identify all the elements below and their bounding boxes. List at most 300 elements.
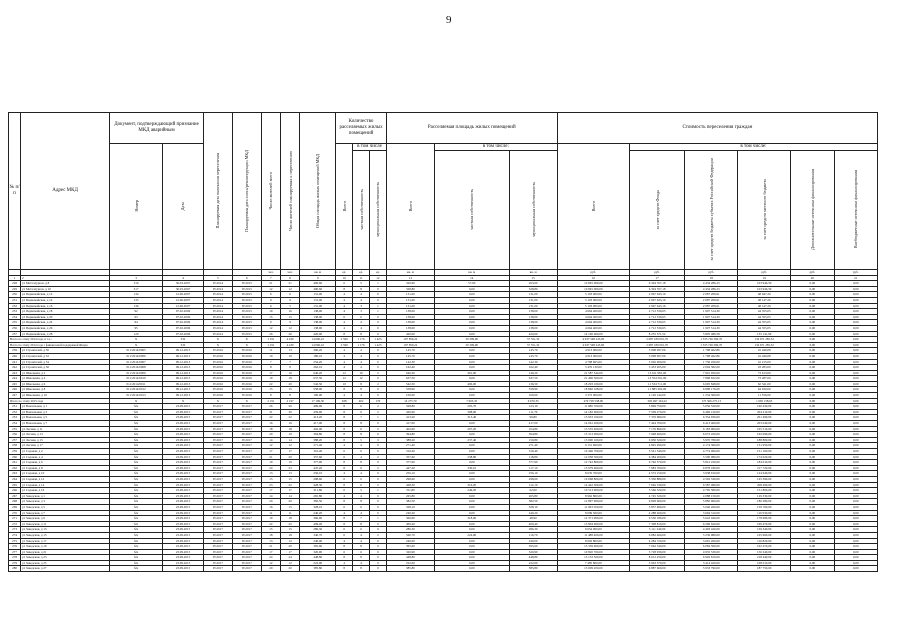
table-row-cell: IV.2017 bbox=[203, 555, 232, 561]
table-row-cell: 145 390,00 bbox=[738, 476, 791, 482]
table-row-cell: ул Первомайская, д 28 bbox=[21, 331, 110, 337]
table-row-cell: 6 bbox=[336, 504, 353, 510]
table-row-cell: 24 bbox=[280, 555, 299, 561]
table-row-cell: 253 bbox=[9, 415, 21, 421]
table-row-cell: 20 bbox=[261, 499, 280, 505]
table-row-cell: 0,00 bbox=[791, 421, 834, 427]
table-row-cell: 7 bbox=[353, 516, 370, 522]
table-row-cell: 6 587 480,00 bbox=[685, 482, 738, 488]
table-row-cell: 188 800,00 bbox=[738, 437, 791, 443]
table-row-cell: 4 bbox=[353, 493, 370, 499]
table-row-cell: 6 304 767,18 bbox=[629, 281, 684, 287]
table-row-cell: 011/2014/0005 bbox=[110, 348, 163, 354]
table-row-cell: IV.2017 bbox=[203, 443, 232, 449]
header-planned-demolition: Планируемая дата сноса/реконструкции МКД bbox=[232, 113, 261, 270]
table-row-cell: 0,00 bbox=[834, 549, 878, 555]
table-row-cell: 0,00 bbox=[434, 566, 509, 572]
table-row-cell: 1 bbox=[369, 303, 386, 309]
table-row-cell: 6 bbox=[336, 281, 353, 287]
table-row-cell: 011/2014/0008 bbox=[110, 365, 163, 371]
table-row-cell: 6 bbox=[336, 527, 353, 533]
summary-cell: X bbox=[203, 342, 232, 348]
table-row-cell: 340,70 bbox=[300, 532, 336, 538]
table-row-cell: 5 500 080,00 bbox=[685, 454, 738, 460]
table-row-cell: 3 694 310,00 bbox=[685, 510, 738, 516]
column-number-row-cell: 18 bbox=[685, 275, 738, 281]
table-row-cell: 2 712 530,65 bbox=[629, 320, 684, 326]
table-row-cell: 8 012 250,00 bbox=[629, 555, 684, 561]
table-row-cell: 0,00 bbox=[434, 348, 509, 354]
summary-cell: 4 430 bbox=[280, 342, 299, 348]
table-row-cell: 388,20 bbox=[386, 437, 434, 443]
table-row-cell: 7 646 330,00 bbox=[629, 482, 684, 488]
table-row-cell: 3 691 260,00 bbox=[685, 538, 738, 544]
header-fund: за счет средств Фонда bbox=[629, 151, 684, 270]
table-row-cell: 2 967 643,16 bbox=[629, 292, 684, 298]
table-row-cell: 178 680,00 bbox=[738, 516, 791, 522]
table-row-cell: 377,90 bbox=[386, 460, 434, 466]
table-row-cell: 0 bbox=[369, 353, 386, 359]
table-row-cell: 138,00 bbox=[300, 325, 336, 331]
table-row-cell: 95 bbox=[110, 325, 163, 331]
table-row-cell: 8 bbox=[353, 286, 370, 292]
table-row-cell: 263,00 bbox=[509, 281, 557, 287]
table-row-cell: 18 293 100,00 bbox=[557, 381, 629, 387]
table-row-cell: 0,00 bbox=[791, 426, 834, 432]
table-row-cell: 23.09.2015 bbox=[163, 504, 204, 510]
table-row-cell: 13 554 561,00 bbox=[629, 376, 684, 382]
table-row-cell: IV.2016 bbox=[203, 365, 232, 371]
table-row-cell: 420,00 bbox=[509, 331, 557, 337]
header-rooms-municipal: муниципальная собственность bbox=[369, 151, 386, 270]
table-row-cell: 0,00 bbox=[791, 544, 834, 550]
summary-cell: 2 687 189 091,70 bbox=[629, 342, 684, 348]
table-row-cell: 5 bbox=[353, 437, 370, 443]
table-row-cell: 4 bbox=[353, 454, 370, 460]
table-row-cell: 5 046 260,00 bbox=[685, 504, 738, 510]
table-row-cell: IV.2017 bbox=[203, 409, 232, 415]
table-row-cell: 8 099 500,00 bbox=[557, 510, 629, 516]
table-row-cell: 8 bbox=[353, 381, 370, 387]
table-row-cell: 44 355,05 bbox=[738, 314, 791, 320]
table-row-cell: 12.06.2007 bbox=[163, 292, 204, 298]
table-row-cell: ул Вокзальная, д 7 bbox=[21, 421, 110, 427]
table-row-cell: 231 bbox=[9, 297, 21, 303]
table-row-cell: 1 907 514,30 bbox=[685, 320, 738, 326]
table-row-cell: 0,00 bbox=[834, 432, 878, 438]
table-row-cell: 2 bbox=[369, 409, 386, 415]
table-row-cell: 8 bbox=[261, 393, 280, 399]
table-row-cell: 7 bbox=[353, 415, 370, 421]
table-row-cell: ул Садовая, д 10 bbox=[21, 471, 110, 477]
table-row-cell: 428,30 bbox=[386, 482, 434, 488]
table-row-cell: 4 284 720,00 bbox=[629, 538, 684, 544]
table-row-cell: 6 bbox=[336, 454, 353, 460]
table-row-cell: 10 466 700,00 bbox=[557, 449, 629, 455]
summary-cell: 638 bbox=[336, 398, 353, 404]
table-row-cell: 0,00 bbox=[834, 303, 878, 309]
table-row-cell: 420,60 bbox=[386, 409, 434, 415]
header-row-1 bbox=[9, 113, 878, 144]
table-row-cell: 238,80 bbox=[434, 454, 509, 460]
table-row-cell: 7 176 890,00 bbox=[629, 426, 684, 432]
table-row-cell: 138,00 bbox=[386, 314, 434, 320]
summary-cell: 332 bbox=[163, 337, 204, 343]
summary-cell: 2 191 bbox=[261, 398, 280, 404]
table-row-cell: 16 bbox=[280, 421, 299, 427]
table-row-cell: 62 541,00 bbox=[738, 381, 791, 387]
table-row-cell: 07.02.2006 bbox=[163, 309, 204, 315]
table-row-cell: 4 bbox=[336, 348, 353, 354]
table-row-cell: IV.2014 bbox=[203, 286, 232, 292]
table-row-cell: 11 086 700,00 bbox=[557, 404, 629, 410]
header-extra-sources: Дополнительные источники финансирования bbox=[791, 151, 834, 270]
table-row-cell: 7 062 540,00 bbox=[629, 544, 684, 550]
table-row-cell: 5 056 520,00 bbox=[685, 404, 738, 410]
table-row-cell: 448,80 bbox=[300, 555, 336, 561]
table-row-cell: 4 bbox=[336, 359, 353, 365]
table-row-cell: 26 bbox=[261, 331, 280, 337]
table-row-cell: 6 296 620,00 bbox=[685, 521, 738, 527]
table-row-cell: 0,00 bbox=[834, 309, 878, 315]
table-row-cell: 0,00 bbox=[791, 281, 834, 287]
table-row-cell: 0,00 bbox=[834, 359, 878, 365]
summary-cell: 57 551,32 bbox=[509, 337, 557, 343]
table-row-cell: 18 283,00 bbox=[738, 365, 791, 371]
table-row-cell: 308,90 bbox=[434, 409, 509, 415]
table-row-cell: 0,00 bbox=[791, 381, 834, 387]
table-row-cell: 9 bbox=[261, 297, 280, 303]
table-row-cell: 311,80 bbox=[300, 488, 336, 494]
summary-cell: 1 423 bbox=[369, 337, 386, 343]
table-row-cell: 245 bbox=[9, 381, 21, 387]
table-row-cell: 222,00 bbox=[300, 560, 336, 566]
table-row-cell: 09.12.2013 bbox=[163, 365, 204, 371]
table-row-cell: ул Садовая, д 14 bbox=[21, 482, 110, 488]
table-row-cell: 12 bbox=[336, 376, 353, 382]
header-rooms-total: Всего bbox=[336, 144, 353, 270]
table-row-cell: 15 bbox=[261, 314, 280, 320]
table-row-cell: 279 bbox=[9, 560, 21, 566]
table-row-cell: IV.2014 bbox=[203, 281, 232, 287]
table-row-cell: 73 613,00 bbox=[738, 370, 791, 376]
table-row-cell: 0,00 bbox=[791, 376, 834, 382]
table-row-cell: IV.2017 bbox=[203, 488, 232, 494]
table-row-cell: 4 434 286,23 bbox=[685, 281, 738, 287]
table-row-cell: IV.2017 bbox=[203, 476, 232, 482]
table-row-cell: 0,00 bbox=[791, 454, 834, 460]
table-row-cell: 4 bbox=[353, 471, 370, 477]
table-row-cell: IV.2017 bbox=[203, 538, 232, 544]
table-row-cell: IV.2016 bbox=[203, 381, 232, 387]
units-row-cell: ед. bbox=[369, 270, 386, 276]
table-row-cell: 0 bbox=[369, 521, 386, 527]
table-row-cell: 0 bbox=[369, 292, 386, 298]
table-row-cell: 0,00 bbox=[434, 499, 509, 505]
table-row-cell: 5 bbox=[353, 488, 370, 494]
table-row-cell: 1 bbox=[369, 516, 386, 522]
table-row-cell: 0 bbox=[369, 320, 386, 326]
table-row-cell: 8 bbox=[353, 331, 370, 337]
table-row-cell: IV.2017 bbox=[232, 504, 261, 510]
table-row-cell: 4 bbox=[353, 292, 370, 298]
table-row-cell: 4 bbox=[353, 443, 370, 449]
table-row-cell: 4 664 400,00 bbox=[557, 320, 629, 326]
table-row-cell: 8 bbox=[336, 521, 353, 527]
table-row-cell: б/н bbox=[110, 476, 163, 482]
table-row-cell: 4 745 320,00 bbox=[629, 493, 684, 499]
table-row-cell: 3 938 910,00 bbox=[685, 471, 738, 477]
summary-label: Всего по этапу 2014 года, в т.ч.: bbox=[9, 337, 110, 343]
table-row-cell: 09.12.2013 bbox=[163, 381, 204, 387]
table-row-cell: 5 103 000,00 bbox=[557, 303, 629, 309]
table-row-cell: 23 bbox=[280, 465, 299, 471]
table-row-cell: 12 897 900,00 bbox=[557, 499, 629, 505]
table-row-cell: 6 bbox=[336, 549, 353, 555]
table-row-cell: IV.2017 bbox=[203, 493, 232, 499]
table-row-cell: б/н bbox=[110, 409, 163, 415]
table-row-cell: 8 bbox=[336, 437, 353, 443]
table-row-cell: 150,80 bbox=[509, 437, 557, 443]
units-row-cell: ед. bbox=[353, 270, 370, 276]
table-row-cell: 6 bbox=[336, 449, 353, 455]
column-number-row-cell: 6 bbox=[232, 275, 261, 281]
table-row-cell: 3 bbox=[369, 437, 386, 443]
table-row-cell: 10 513 900,00 bbox=[557, 488, 629, 494]
table-row-cell: 262,10 bbox=[300, 365, 336, 371]
table-row-cell: 0,00 bbox=[791, 314, 834, 320]
table-row-cell: 0,00 bbox=[834, 566, 878, 572]
table-row-cell: 1 907 514,30 bbox=[685, 314, 738, 320]
table-row-cell: 138,00 bbox=[386, 309, 434, 315]
table-row-cell: 117,10 bbox=[509, 465, 557, 471]
table-row-cell: 138,00 bbox=[509, 320, 557, 326]
column-number-row-cell: 12 bbox=[369, 275, 386, 281]
table-row-cell: IV.2017 bbox=[203, 527, 232, 533]
table-row-cell: ул Первомайская, д 24 bbox=[21, 320, 110, 326]
table-row-cell: 10 845 000,00 bbox=[557, 281, 629, 287]
table-row-cell: 4 bbox=[336, 510, 353, 516]
header-rooms-private: частная собственность bbox=[353, 151, 370, 270]
table-row-cell: IV.2017 bbox=[203, 544, 232, 550]
table-row-cell: ул Садовая, д 8 bbox=[21, 465, 110, 471]
table-row-cell: 14 442 300,00 bbox=[557, 482, 629, 488]
table-row-cell: 0 bbox=[369, 499, 386, 505]
table-row-cell: 0,00 bbox=[791, 286, 834, 292]
table-row-cell: 0 bbox=[369, 549, 386, 555]
table-row-cell: 0,00 bbox=[834, 504, 878, 510]
table-row-cell: 366,90 bbox=[386, 516, 434, 522]
table-row-cell: 17 bbox=[280, 549, 299, 555]
table-row-cell: 104,80 bbox=[509, 426, 557, 432]
column-number-row-cell: 16 bbox=[557, 275, 629, 281]
table-row-cell: 136 bbox=[110, 303, 163, 309]
table-row-cell: IV.2016 bbox=[203, 348, 232, 354]
table-row-cell: 23.09.2015 bbox=[163, 527, 204, 533]
table-row-cell: 0,00 bbox=[434, 365, 509, 371]
table-row-cell: 357,60 bbox=[386, 454, 434, 460]
summary-cell: 479 728 538,00 bbox=[557, 398, 629, 404]
header-cost-total: Всего bbox=[557, 144, 629, 270]
table-row-cell: 145,70 bbox=[509, 353, 557, 359]
table-row-cell: 0,00 bbox=[434, 527, 509, 533]
table-row-cell: 135 bbox=[110, 297, 163, 303]
table-row-cell: ул Лесная, д 15 bbox=[21, 437, 110, 443]
table-row-cell: 240,00 bbox=[300, 538, 336, 544]
table-row-cell: 111,70 bbox=[509, 409, 557, 415]
table-row-cell: 277 bbox=[9, 549, 21, 555]
table-row-cell: 6 930 520,00 bbox=[629, 437, 684, 443]
table-row-cell: IV.2016 bbox=[232, 348, 261, 354]
table-row-cell: 0,00 bbox=[834, 538, 878, 544]
table-row-cell: 0,00 bbox=[834, 387, 878, 393]
table-row-cell: ул Заводская, д 27 bbox=[21, 566, 110, 572]
table-row-cell: 0,00 bbox=[791, 359, 834, 365]
table-row-cell: 131,00 bbox=[509, 292, 557, 298]
table-row-cell: 7 bbox=[280, 359, 299, 365]
table-row-cell: 6 354 930,00 bbox=[685, 415, 738, 421]
table-row-cell: 2 bbox=[369, 482, 386, 488]
table-row-cell: 0,00 bbox=[834, 499, 878, 505]
table-row-cell: 4 bbox=[353, 325, 370, 331]
table-row-cell: б/н bbox=[110, 488, 163, 494]
table-row-cell: 11 bbox=[261, 348, 280, 354]
table-row-cell: 15 bbox=[280, 314, 299, 320]
table-row-cell: 0 bbox=[369, 443, 386, 449]
table-row-cell: 18 bbox=[280, 426, 299, 432]
table-row-cell: 23.09.2015 bbox=[163, 476, 204, 482]
table-row-cell: 0,00 bbox=[834, 449, 878, 455]
table-row-cell: 5 812 220,00 bbox=[685, 460, 738, 466]
table-row-cell: 244 bbox=[9, 376, 21, 382]
table-row-cell: 0,00 bbox=[834, 471, 878, 477]
table-row-cell: IV.2017 bbox=[232, 549, 261, 555]
table-row-cell: 12 bbox=[280, 443, 299, 449]
summary-cell: 50 309,90 bbox=[434, 342, 509, 348]
table-row-cell: 21 bbox=[261, 544, 280, 550]
table-row-cell: 5 bbox=[280, 303, 299, 309]
header-cost-group: Стоимость переселения граждан bbox=[557, 113, 877, 144]
table-row-cell: 19 bbox=[261, 460, 280, 466]
table-row-cell: 7 444 700,00 bbox=[629, 421, 684, 427]
table-row-cell: 6 bbox=[280, 292, 299, 298]
table-row-cell: 138,00 bbox=[386, 320, 434, 326]
table-row-cell: 0,00 bbox=[834, 415, 878, 421]
table-row-cell: 4 bbox=[336, 309, 353, 315]
table-row-cell: 0,00 bbox=[834, 376, 878, 382]
table-row-cell: 234 bbox=[9, 314, 21, 320]
table-row-cell: 4 bbox=[353, 510, 370, 516]
table-row-cell: 44 355,05 bbox=[738, 309, 791, 315]
table-row-cell: 162,40 bbox=[509, 365, 557, 371]
table-row-cell: 120 bbox=[110, 331, 163, 337]
table-row-cell: 11 556,00 bbox=[738, 393, 791, 399]
table-row-cell: 360,20 bbox=[300, 348, 336, 354]
table-row-cell: IV.2017 bbox=[203, 460, 232, 466]
summary-cell: X bbox=[110, 398, 163, 404]
table-row-cell: 0 bbox=[369, 544, 386, 550]
table-row-cell: 21 bbox=[261, 454, 280, 460]
summary-cell: 134 671 285,52 bbox=[738, 337, 791, 343]
table-row-cell: 267 bbox=[9, 493, 21, 499]
table-row-cell: б/н bbox=[110, 471, 163, 477]
table-row-cell: 0,00 bbox=[834, 560, 878, 566]
table-row-cell: 298,60 bbox=[300, 476, 336, 482]
table-row-cell: 247 bbox=[9, 393, 21, 399]
table-row-cell: 13 009 200,00 bbox=[557, 566, 629, 572]
table-row-cell: 23.09.2015 bbox=[163, 415, 204, 421]
column-number-row-cell: 1 bbox=[9, 275, 21, 281]
column-number-row-cell: 2 bbox=[21, 275, 110, 281]
table-row-cell: IV.2014 bbox=[203, 320, 232, 326]
table-row-cell: 160 430,00 bbox=[738, 404, 791, 410]
table-row-cell: 252 bbox=[9, 409, 21, 415]
summary-cell: 107 859,22 bbox=[386, 337, 434, 343]
table-row-cell: 395,60 bbox=[386, 544, 434, 550]
table-row-cell: 0,00 bbox=[791, 488, 834, 494]
table-row-cell: 0,00 bbox=[434, 555, 509, 561]
table-row-cell: 131,00 bbox=[300, 297, 336, 303]
summary-cell: 1 191 bbox=[261, 342, 280, 348]
table-row-cell: 6 bbox=[261, 303, 280, 309]
table-row-cell: 5 882 960,00 bbox=[685, 499, 738, 505]
units-row-cell: кв. м bbox=[434, 270, 509, 276]
table-row-cell: 0 bbox=[369, 325, 386, 331]
table-row-cell: 409,40 bbox=[509, 521, 557, 527]
table-row-cell: 11 063 500,00 bbox=[557, 504, 629, 510]
table-row-cell: 0,00 bbox=[791, 432, 834, 438]
table-row-cell: 237,40 bbox=[434, 437, 509, 443]
column-number-row-cell: 20 bbox=[791, 275, 834, 281]
table-row-cell: ул Металлургов, д 10 bbox=[21, 286, 110, 292]
column-number-row-cell: 13 bbox=[386, 275, 434, 281]
table-row-cell: 09.12.2013 bbox=[163, 348, 204, 354]
table-row-cell: 62,60 bbox=[509, 488, 557, 494]
table-row-cell: ул Садовая, д 2 bbox=[21, 449, 110, 455]
table-row-cell: 0,00 bbox=[434, 544, 509, 550]
table-row-cell: 254,20 bbox=[300, 359, 336, 365]
table-row-cell: 4 664 400,00 bbox=[557, 309, 629, 315]
table-row-cell: 07.02.2006 bbox=[163, 314, 204, 320]
table-row-cell: 286,30 bbox=[386, 527, 434, 533]
table-row-cell: 8 bbox=[336, 286, 353, 292]
table-row-cell: 14 bbox=[261, 493, 280, 499]
table-row-cell: 205,70 bbox=[434, 404, 509, 410]
table-row-cell: 0,00 bbox=[791, 331, 834, 337]
table-row-cell: 21 bbox=[280, 281, 299, 287]
table-row-cell: 99,80 bbox=[509, 415, 557, 421]
table-row-cell: IV.2016 bbox=[203, 353, 232, 359]
table-row-cell: 0,00 bbox=[434, 331, 509, 337]
table-row-cell: 131,00 bbox=[300, 303, 336, 309]
table-row-cell: IV.2017 bbox=[203, 566, 232, 572]
table-row-cell: 156 240,00 bbox=[738, 549, 791, 555]
table-row-cell: 4 bbox=[336, 297, 353, 303]
table-row-cell: 1 907 514,30 bbox=[685, 309, 738, 315]
table-row-cell: 138,00 bbox=[509, 325, 557, 331]
table-row-cell: 0 bbox=[369, 504, 386, 510]
table-row-cell: 6 384 200,00 bbox=[629, 454, 684, 460]
table-row-cell: 6 828 660,00 bbox=[629, 499, 684, 505]
table-row-cell: 8 bbox=[280, 393, 299, 399]
table-row-cell: 298,60 bbox=[386, 476, 434, 482]
table-row-cell: 09.12.2013 bbox=[163, 353, 204, 359]
table-row-cell: 23.09.2015 bbox=[163, 482, 204, 488]
table-row-cell: 233 bbox=[9, 309, 21, 315]
table-row-cell: 23 bbox=[261, 482, 280, 488]
table-row-cell: 21 496 500,00 bbox=[557, 376, 629, 382]
table-row-cell: 09.12.2013 bbox=[163, 393, 204, 399]
